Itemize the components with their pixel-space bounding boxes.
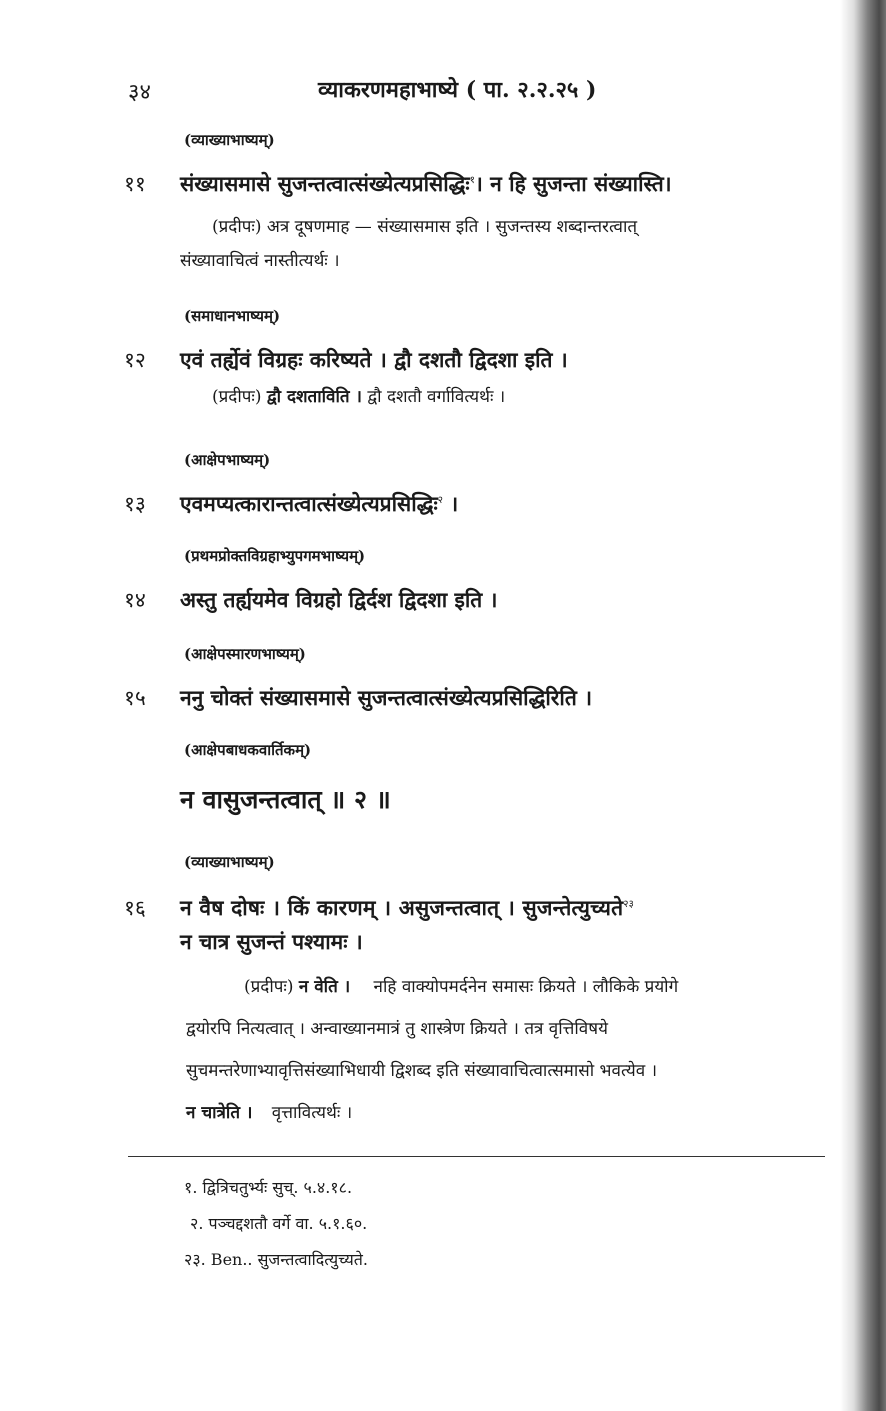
section-label: (आक्षेपबाधकवार्तिकम्) <box>184 741 312 759</box>
paragraph-number: ११ <box>124 172 146 196</box>
bhashya-rest: । <box>450 491 459 516</box>
section-label: (समाधानभाष्यम्) <box>184 307 281 325</box>
pradipa-line <box>186 1100 352 1123</box>
pradipa-text: वृत्तावित्यर्थः । <box>271 1103 353 1123</box>
footnote-ref: १ <box>469 175 475 186</box>
section-label: (आक्षेपभाष्यम्) <box>184 451 271 469</box>
paragraph-number: १५ <box>124 686 146 710</box>
pradipa-label: (प्रदीपः) <box>212 387 262 407</box>
pradipa-text: द्वौ दशतौ वर्गावित्यर्थः । <box>367 387 506 407</box>
pradipa-line <box>212 384 505 407</box>
pradipa-label: (प्रदीपः) <box>212 217 262 237</box>
bhashya-rest: । न हि सुजन्ता संख्यास्ति। <box>474 171 672 196</box>
bhashya-main: संख्यासमासे सुजन्तत्वात्संख्येत्यप्रसिद्धिः <box>180 171 470 196</box>
section-label: (प्रथमप्रोक्तविग्रहाभ्युपगमभाष्यम्) <box>184 547 366 565</box>
paragraph-number: १६ <box>124 896 146 920</box>
footnote-ref: २३ <box>623 899 635 910</box>
section-label: (व्याख्याभाष्यम्) <box>184 131 275 149</box>
pradipa-label: (प्रदीपः) <box>244 977 294 997</box>
footnote-divider <box>128 1156 825 1157</box>
vartika-text: न वासुजन्तत्वात् ॥ २ ॥ <box>180 785 391 814</box>
running-title: व्याकरणमहाभाष्ये ( पा. २.२.२५ ) <box>318 77 597 103</box>
bhashya-text: न चात्र सुजन्तं पश्यामः । <box>180 929 363 954</box>
pradipa-text: नहि वाक्योपमर्दनेन समासः क्रियते । लौकिके प्रयोगे <box>373 977 679 997</box>
section-label: (आक्षेपस्मारणभाष्यम्) <box>184 645 306 663</box>
bhashya-text <box>180 490 458 518</box>
pradipa-line <box>244 974 678 997</box>
bhashya-text: अस्तु तर्ह्ययमेव विग्रहो द्विर्दश द्विदशा इति । <box>180 587 498 612</box>
paragraph-number: १२ <box>124 348 146 372</box>
bhashya-text <box>180 170 672 198</box>
paragraph-number: १३ <box>124 492 146 516</box>
bhashya-text: ननु चोक्तं संख्यासमासे सुजन्तत्वात्संख्येत्यप्रसिद्धिरिति । <box>180 685 593 710</box>
page-number: ३४ <box>128 80 151 105</box>
pradipa-keyword: न चात्रेति । <box>186 1103 253 1123</box>
footnote: २. पञ्चद्दशतौ वर्गे वा. ५.१.६०. <box>190 1214 368 1233</box>
section-label: (व्याख्याभाष्यम्) <box>184 853 275 871</box>
footnote-ref: २ <box>437 495 443 506</box>
pradipa-keyword: न वेति । <box>298 977 351 997</box>
pradipa-line: संख्यावाचित्वं नास्तीत्यर्थः । <box>180 251 340 271</box>
footnote: २३. Ben.. सुजन्तत्वादित्युच्यते. <box>184 1250 368 1269</box>
pradipa-line: द्वयोरपि नित्यत्वात् । अन्वाख्यानमात्रं तु शास्त्रेण क्रियते । तत्र वृत्तिविषये <box>186 1019 608 1039</box>
bhashya-text <box>180 894 634 922</box>
bhashya-text: एवं तर्ह्येवं विग्रहः करिष्यते । द्वौ दशतौ द्विदशा इति । <box>180 347 568 372</box>
pradipa-keyword: द्वौ दशताविति । <box>266 387 362 407</box>
footnote: १. द्वित्रिचतुर्भ्यः सुच्. ५.४.१८. <box>184 1178 353 1197</box>
page-edge-shadow <box>840 0 886 1411</box>
bhashya-main: एवमप्यत्कारान्तत्वात्संख्येत्यप्रसिद्धिः <box>180 491 438 516</box>
pradipa-line: सुचमन्तरेणाभ्यावृत्तिसंख्याभिधायी द्विशब्द इति संख्यावाचित्वात्समासो भवत्येव । <box>186 1061 658 1081</box>
paragraph-number: १४ <box>124 588 146 612</box>
bhashya-main: न वैष दोषः । किं कारणम् । असुजन्तत्वात् । सुजन्तेत्युच्यते <box>180 895 624 920</box>
pradipa-text: अत्र दूषणमाह — संख्यासमास इति । सुजन्तस्य शब्दान्तरत्वात् <box>266 217 638 237</box>
pradipa-line <box>212 214 637 237</box>
